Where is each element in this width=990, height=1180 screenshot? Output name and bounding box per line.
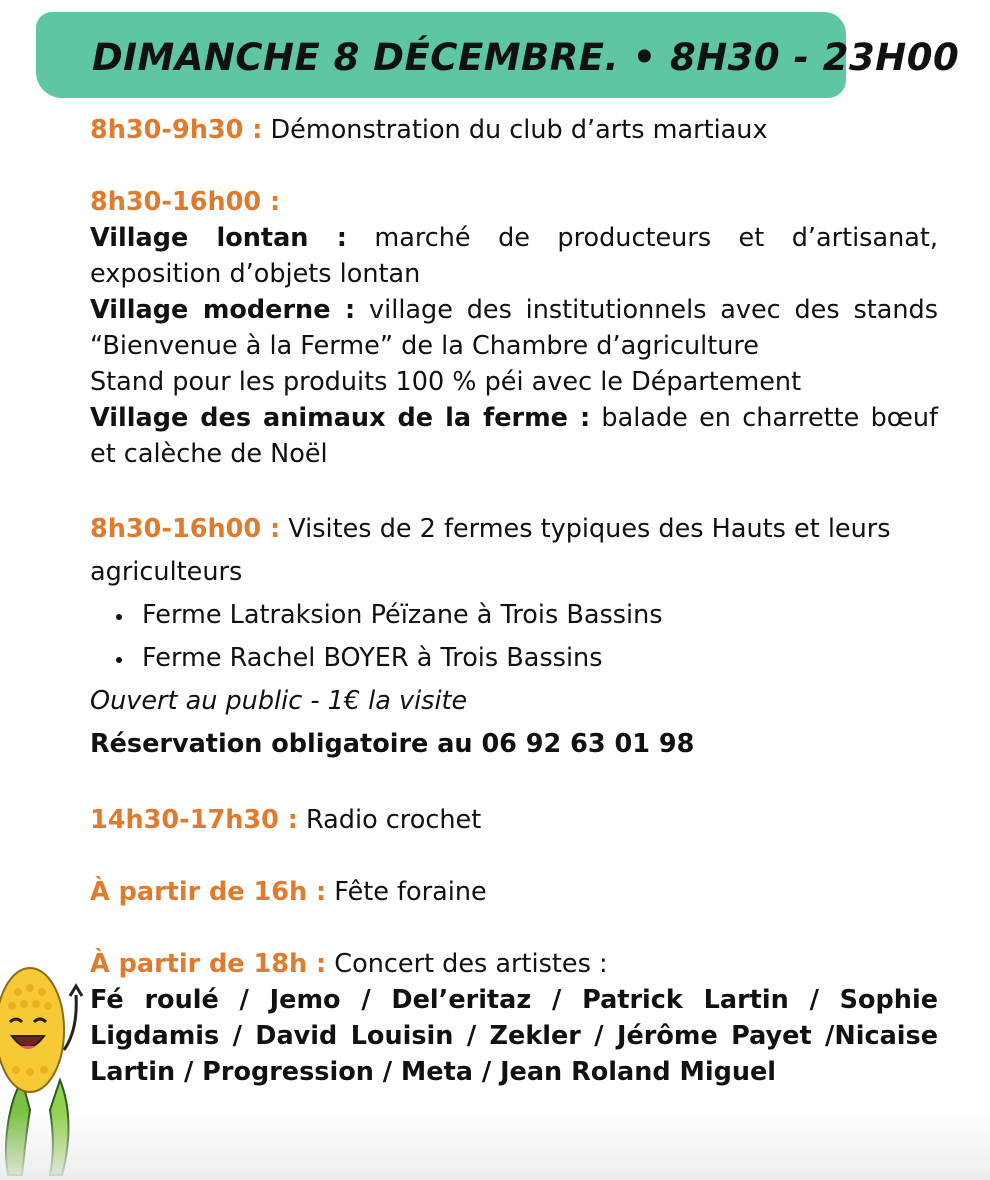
event-martial-arts [90,112,938,148]
event-farm-visits [90,508,938,766]
page-bottom-shadow [0,1110,990,1180]
event-text: Radio crochet [297,805,482,835]
event-time: 8h30-16h00 : [90,514,281,544]
village-text: balade en charrette bœuf et calèche de Noël [90,403,938,469]
village-lontan [90,220,938,292]
event-time: 8h30-9h30 : [90,115,263,145]
event-time: 8h30-16h00 : [90,187,281,217]
event-text: Démonstration du club d’arts martiaux [262,115,768,145]
event-fete-foraine [90,874,938,910]
village-text: marché de producteurs et d’artisanat, exposition d’objets lontan [90,223,938,289]
village-text: village des institutionnels avec des stands “Bienvenue à la Ferme” de la Chambre d’agriculture [90,295,938,361]
page-title: DIMANCHE 8 DÉCEMBRE. • 8H30 - 23H00 [92,36,960,79]
event-text: Fête foraine [326,877,487,907]
event-text: Concert des artistes : [326,949,608,979]
event-time: À partir de 18h : [90,949,327,979]
event-text: Visites de 2 fermes typiques des Hauts et leurs agriculteurs [90,514,891,587]
village-animaux [90,400,938,472]
farm-visits-intro [90,508,938,594]
artists-list: Fé roulé / Jemo / Del’eritaz / Patrick Lartin / Sophie Ligdamis / David Louisin / Zekler / Jérôme Payet /Nicaise Lartin / Progression / Meta / Jean Roland Miguel [90,985,938,1087]
event-radio-crochet [90,802,938,838]
village-label: Village lontan : [90,223,347,253]
program-content [90,112,938,1090]
stand-text: Stand pour les produits 100 % péi avec le Département [90,367,802,397]
list-item: Ferme Latraksion Péïzane à Trois Bassins [90,594,938,637]
event-time: À partir de 16h : [90,877,327,907]
event-concert [90,946,938,1090]
stand-pei [90,364,938,400]
farm-list [90,594,938,680]
concert-intro [90,946,938,982]
village-label: Village moderne : [90,295,356,325]
event-villages [90,184,938,472]
village-moderne [90,292,938,364]
reservation-note: Réservation obligatoire au 06 92 63 01 98 [90,729,695,759]
open-note: Ouvert au public - 1€ la visite [90,686,468,716]
event-time: 14h30-17h30 : [90,805,298,835]
list-item: Ferme Rachel BOYER à Trois Bassins [90,637,938,680]
village-label: Village des animaux de la ferme : [90,403,591,433]
